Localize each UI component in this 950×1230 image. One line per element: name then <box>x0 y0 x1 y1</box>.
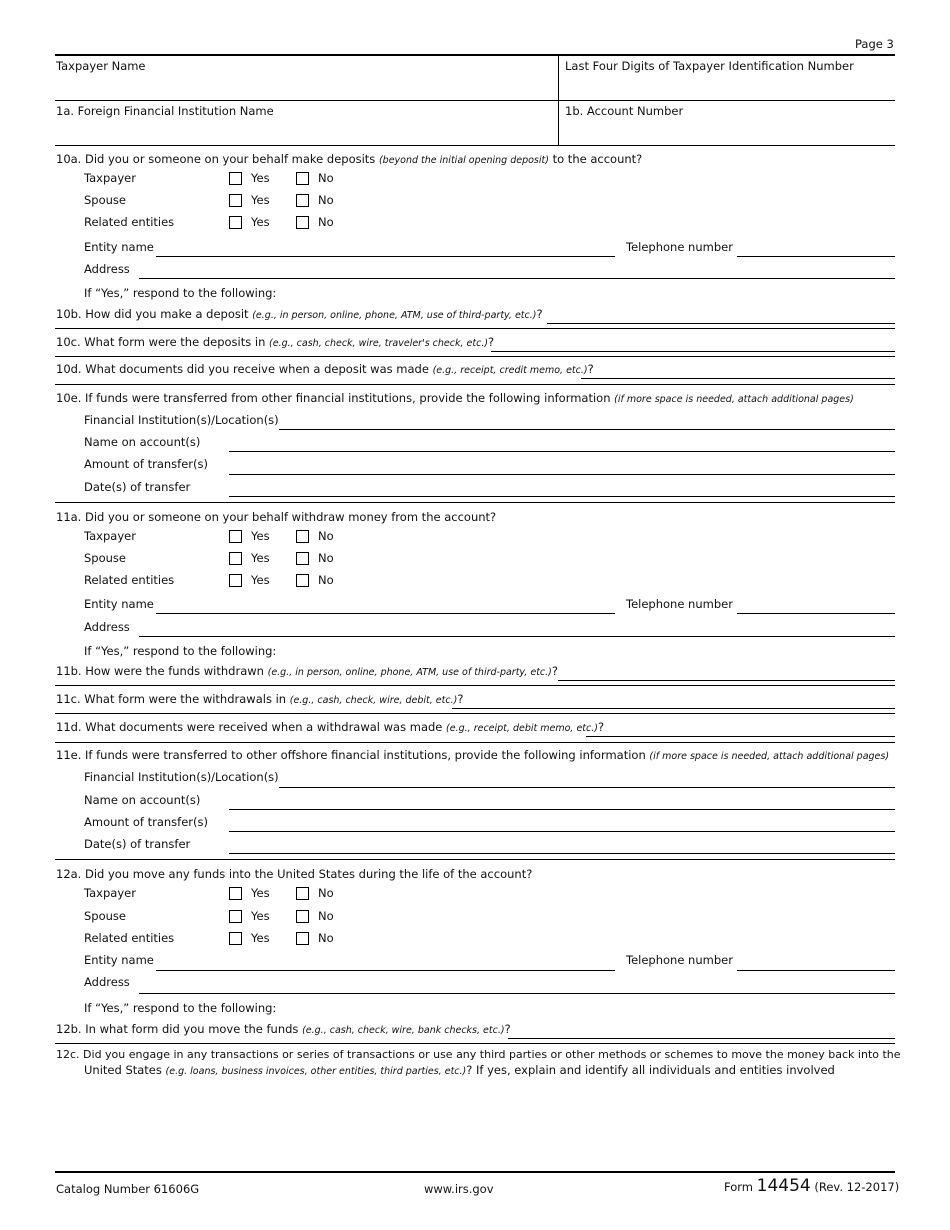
q12c-text-line2: United States (e.g. loans, business invoices, other entities, third parties, etc.)? If yes, explain and identify all individuals and entities involved <box>84 1063 835 1077</box>
q12a-entity-name-field[interactable] <box>156 970 615 971</box>
table-row-rule <box>55 100 895 101</box>
if-yes-text: If “Yes,” respond to the following: <box>84 1001 277 1015</box>
q10a-address-field[interactable] <box>139 278 895 279</box>
entity-name-label: Entity name <box>84 240 154 254</box>
q11a-telephone-field[interactable] <box>737 613 895 614</box>
q11d-answer-field[interactable] <box>586 736 895 737</box>
q12a-spouse-no-checkbox[interactable] <box>296 910 309 923</box>
account-number-label: 1b. Account Number <box>565 104 684 118</box>
taxpayer-label: Taxpayer <box>84 171 136 185</box>
q11a-spouse-yes-checkbox[interactable] <box>229 552 242 565</box>
section-rule <box>55 859 895 860</box>
q11e-name-on-account-field[interactable] <box>229 809 895 810</box>
q10a-spouse-yes-checkbox[interactable] <box>229 194 242 207</box>
q10c-text: 10c. What form were the deposits in (e.g., cash, check, wire, traveler's check, etc.)? <box>56 335 495 349</box>
table-bottom-rule <box>55 145 895 146</box>
form-revision: (Rev. 12-2017) <box>814 1180 900 1194</box>
website: www.irs.gov <box>424 1182 494 1196</box>
fi-location-label: Financial Institution(s)/Location(s) <box>84 770 279 784</box>
q12c-text-line1: 12c. Did you engage in any transactions or series of transactions or use any third parties or other methods or schemes to move the money back into the <box>56 1048 901 1061</box>
section-rule <box>55 356 895 357</box>
section-rule <box>55 1043 895 1044</box>
fi-location-label: Financial Institution(s)/Location(s) <box>84 413 279 427</box>
taxpayer-label: Taxpayer <box>84 529 136 543</box>
no-label: No <box>318 171 334 185</box>
telephone-label: Telephone number <box>626 597 733 611</box>
section-rule <box>55 685 895 686</box>
q12b-answer-field[interactable] <box>508 1038 895 1039</box>
telephone-label: Telephone number <box>626 240 733 254</box>
q10a-taxpayer-yes-checkbox[interactable] <box>229 172 242 185</box>
q11a-text: 11a. Did you or someone on your behalf withdraw money from the account? <box>56 510 497 524</box>
q10e-date-field[interactable] <box>229 496 895 497</box>
q12a-taxpayer-no-checkbox[interactable] <box>296 887 309 900</box>
yes-label: Yes <box>251 573 270 587</box>
q12a-telephone-field[interactable] <box>737 970 895 971</box>
q11e-amount-field[interactable] <box>229 831 895 832</box>
yes-label: Yes <box>251 551 270 565</box>
date-transfer-label: Date(s) of transfer <box>84 480 191 494</box>
section-rule <box>55 713 895 714</box>
ffi-name-label: 1a. Foreign Financial Institution Name <box>56 104 274 118</box>
q10e-amount-field[interactable] <box>229 474 895 475</box>
q12a-related-no-checkbox[interactable] <box>296 932 309 945</box>
q11a-entity-name-field[interactable] <box>156 613 615 614</box>
q10a-text: 10a. Did you or someone on your behalf make deposits (beyond the initial opening deposit) to the account? <box>56 152 643 166</box>
q10a-spouse-no-checkbox[interactable] <box>296 194 309 207</box>
entity-name-label: Entity name <box>84 953 154 967</box>
telephone-label: Telephone number <box>626 953 733 967</box>
q11c-text: 11c. What form were the withdrawals in (e.g., cash, check, wire, debit, etc.)? <box>56 692 464 706</box>
q10c-answer-field[interactable] <box>491 351 895 352</box>
taxpayer-name-label: Taxpayer Name <box>56 59 146 73</box>
q11c-answer-field[interactable] <box>452 708 895 709</box>
form-id <box>724 1176 899 1196</box>
q11a-spouse-no-checkbox[interactable] <box>296 552 309 565</box>
q10a-entity-name-field[interactable] <box>156 256 615 257</box>
q10a-related-no-checkbox[interactable] <box>296 216 309 229</box>
section-rule <box>55 502 895 503</box>
no-label: No <box>318 886 334 900</box>
q12a-related-yes-checkbox[interactable] <box>229 932 242 945</box>
no-label: No <box>318 909 334 923</box>
spouse-label: Spouse <box>84 909 126 923</box>
taxpayer-label: Taxpayer <box>84 886 136 900</box>
yes-label: Yes <box>251 193 270 207</box>
q12a-spouse-yes-checkbox[interactable] <box>229 910 242 923</box>
no-label: No <box>318 193 334 207</box>
q11b-answer-field[interactable] <box>558 680 895 681</box>
no-label: No <box>318 551 334 565</box>
q10e-name-on-account-field[interactable] <box>229 451 895 452</box>
tin-last4-label: Last Four Digits of Taxpayer Identification Number <box>565 59 854 73</box>
q10d-text: 10d. What documents did you receive when a deposit was made (e.g., receipt, credit memo, etc.)? <box>56 362 594 376</box>
entity-name-label: Entity name <box>84 597 154 611</box>
name-on-account-label: Name on account(s) <box>84 793 201 807</box>
yes-label: Yes <box>251 529 270 543</box>
yes-label: Yes <box>251 886 270 900</box>
q11a-related-yes-checkbox[interactable] <box>229 574 242 587</box>
no-label: No <box>318 529 334 543</box>
related-entities-label: Related entities <box>84 931 175 945</box>
q10b-answer-field[interactable] <box>547 323 895 324</box>
form-word: Form <box>724 1180 753 1194</box>
yes-label: Yes <box>251 909 270 923</box>
q11a-taxpayer-no-checkbox[interactable] <box>296 530 309 543</box>
spouse-label: Spouse <box>84 551 126 565</box>
related-entities-label: Related entities <box>84 215 175 229</box>
q10a-taxpayer-no-checkbox[interactable] <box>296 172 309 185</box>
top-rule <box>55 54 895 56</box>
no-label: No <box>318 215 334 229</box>
q11b-text: 11b. How were the funds withdrawn (e.g., in person, online, phone, ATM, use of third-party, etc.)? <box>56 664 558 678</box>
name-on-account-label: Name on account(s) <box>84 435 201 449</box>
q11a-related-no-checkbox[interactable] <box>296 574 309 587</box>
q10a-related-yes-checkbox[interactable] <box>229 216 242 229</box>
no-label: No <box>318 931 334 945</box>
yes-label: Yes <box>251 171 270 185</box>
q10a-telephone-field[interactable] <box>737 256 895 257</box>
address-label: Address <box>84 975 130 989</box>
date-transfer-label: Date(s) of transfer <box>84 837 191 851</box>
q10b-text: 10b. How did you make a deposit (e.g., in person, online, phone, ATM, use of third-party, etc.)? <box>56 307 543 321</box>
form-number: 14454 <box>756 1176 811 1196</box>
address-label: Address <box>84 620 130 634</box>
no-label: No <box>318 573 334 587</box>
q12a-taxpayer-yes-checkbox[interactable] <box>229 887 242 900</box>
q11a-address-field[interactable] <box>139 636 895 637</box>
amount-transfer-label: Amount of transfer(s) <box>84 457 208 471</box>
related-entities-label: Related entities <box>84 573 175 587</box>
q12a-text: 12a. Did you move any funds into the United States during the life of the account? <box>56 867 533 881</box>
footer-rule <box>55 1171 895 1173</box>
q11a-taxpayer-yes-checkbox[interactable] <box>229 530 242 543</box>
section-rule <box>55 384 895 385</box>
if-yes-text: If “Yes,” respond to the following: <box>84 286 277 300</box>
section-rule <box>55 328 895 329</box>
q12a-address-field[interactable] <box>139 993 895 994</box>
q11d-text: 11d. What documents were received when a withdrawal was made (e.g., receipt, debit memo, etc.)? <box>56 720 605 734</box>
if-yes-text: If “Yes,” respond to the following: <box>84 644 277 658</box>
q12b-text: 12b. In what form did you move the funds (e.g., cash, check, wire, bank checks, etc.)? <box>56 1022 511 1036</box>
section-rule <box>55 742 895 743</box>
q11e-date-field[interactable] <box>229 853 895 854</box>
q11e-fi-location-field[interactable] <box>279 787 895 788</box>
page-number: Page 3 <box>855 37 894 51</box>
q11e-text: 11e. If funds were transferred to other offshore financial institutions, provide the following information (if more space is needed, attach additional pages) <box>56 748 890 762</box>
q10e-fi-location-field[interactable] <box>279 429 895 430</box>
q10d-answer-field[interactable] <box>581 378 895 379</box>
catalog-number: Catalog Number 61606G <box>56 1182 200 1196</box>
yes-label: Yes <box>251 215 270 229</box>
q10e-text: 10e. If funds were transferred from other financial institutions, provide the following information (if more space is needed, attach additional pages) <box>56 391 854 405</box>
spouse-label: Spouse <box>84 193 126 207</box>
amount-transfer-label: Amount of transfer(s) <box>84 815 208 829</box>
yes-label: Yes <box>251 931 270 945</box>
address-label: Address <box>84 262 130 276</box>
